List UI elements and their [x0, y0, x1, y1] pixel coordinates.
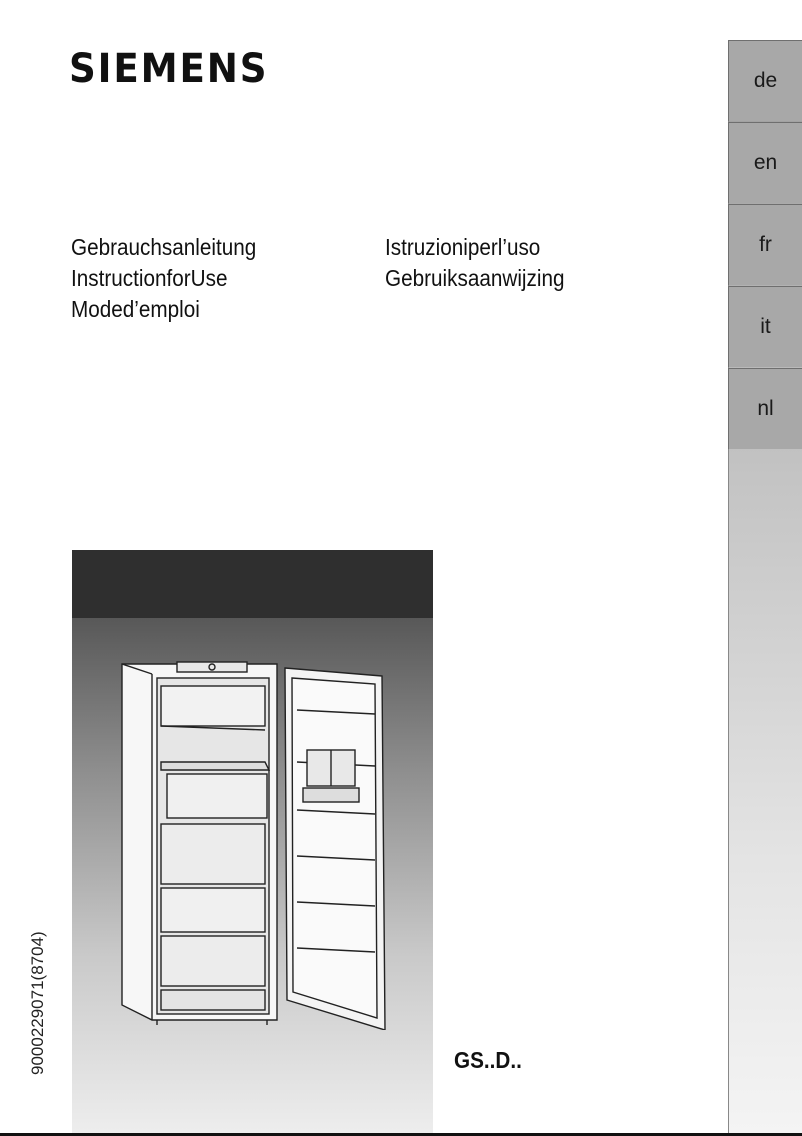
- tab-nl[interactable]: nl: [728, 368, 802, 449]
- document-number: 9000229071(8704): [28, 931, 47, 1075]
- brand-logo: SIEMENS: [69, 46, 269, 92]
- title-column-left: [71, 232, 277, 325]
- product-image-block: [72, 550, 433, 1136]
- tab-en[interactable]: en: [728, 122, 802, 203]
- tab-de[interactable]: de: [728, 40, 802, 121]
- title-english: InstructionforUse: [71, 265, 228, 291]
- title-french: Moded’emploi: [71, 296, 200, 322]
- tab-it[interactable]: it: [728, 286, 802, 367]
- title-dutch: Gebruiksaanwijzing: [385, 265, 565, 291]
- title-italian: Istruzioniperl’uso: [385, 234, 541, 260]
- title-column-right: [385, 232, 584, 294]
- tab-fr[interactable]: fr: [728, 204, 802, 285]
- upright-freezer-icon: [117, 650, 397, 1030]
- model-number: GS..D..: [454, 1047, 522, 1073]
- title-german: Gebrauchsanleitung: [71, 234, 257, 260]
- image-header-band: [72, 550, 433, 618]
